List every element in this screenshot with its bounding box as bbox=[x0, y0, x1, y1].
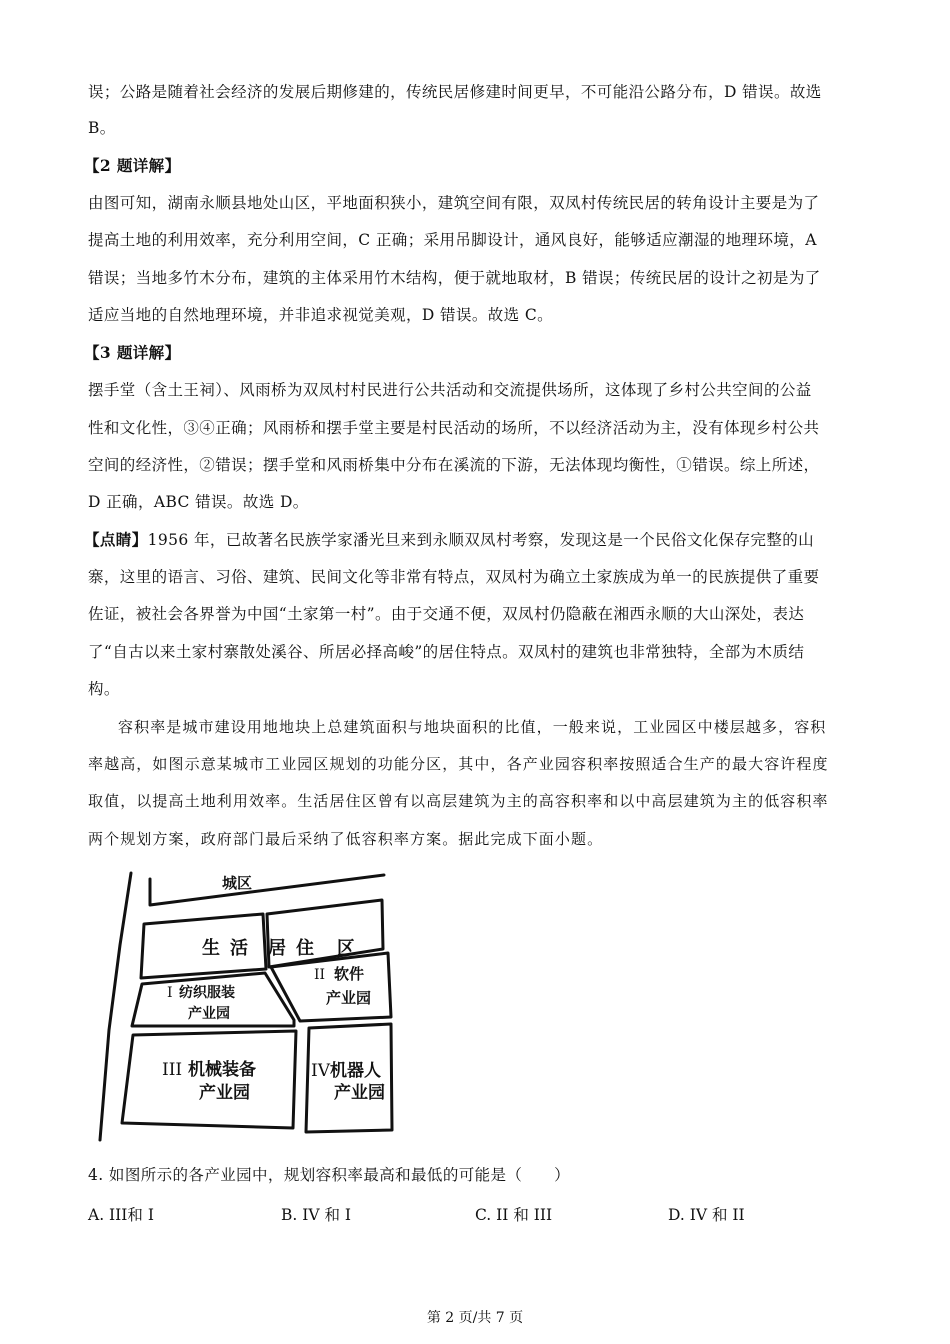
map-label-living: 住 bbox=[296, 938, 314, 959]
text-line: 错误；当地多竹木分布，建筑的主体采用竹木结构，便于就地取材，B 错误；传统民居的设计之初是为了 bbox=[88, 269, 821, 287]
text-line: 提高土地的利用效率，充分利用空间，C 正确；采用吊脚设计，通风良好，能够适应潮湿的地理环境，A bbox=[88, 231, 817, 249]
zone-iv-name-2: 产业园 bbox=[334, 1083, 385, 1103]
zone-ii-roman: II bbox=[314, 967, 326, 983]
text-line: 了“自古以来土家村寨散处溪谷、所居必择高峻”的居住特点。双凤村的建筑也非常独特，全部为木质结 bbox=[88, 643, 805, 661]
option-a[interactable]: A. III和 I bbox=[88, 1206, 154, 1224]
text-line: 误；公路是随着社会经济的发展后期修建的，传统民居修建时间更早，不可能沿公路分布，D 错误。故选 bbox=[88, 83, 822, 101]
text-line: 构。 bbox=[88, 680, 120, 698]
passage-line: 容积率是城市建设用地地块上总建筑面积与地块面积的比值，一般来说，工业园区中楼层越多，容积 bbox=[118, 718, 827, 736]
question-stem: 4. 如图所示的各产业园中，规划容积率最高和最低的可能是（ ） bbox=[88, 1166, 571, 1184]
zone-iv-roman: IV bbox=[311, 1061, 330, 1081]
text-line: 性和文化性，③④正确；风雨桥和摆手堂主要是村民活动的场所，不以经济活动为主，没有体现乡村公共 bbox=[88, 419, 820, 437]
map-label-city: 城区 bbox=[222, 874, 253, 892]
zone-i-name-2: 产业园 bbox=[188, 1006, 230, 1022]
page-footer: 第 2 页/共 7 页 bbox=[426, 1310, 524, 1326]
zone-iii-roman: III bbox=[162, 1060, 183, 1080]
option-b[interactable]: B. IV 和 I bbox=[281, 1206, 352, 1224]
map-label-living: 居 bbox=[268, 938, 286, 959]
zone-ii-name: 软件 bbox=[334, 965, 365, 983]
zone-iii-name: 机械装备 bbox=[188, 1060, 256, 1080]
passage-line: 两个规划方案，政府部门最后采纳了低容积率方案。据此完成下面小题。 bbox=[88, 830, 604, 848]
road-top-edge bbox=[150, 875, 384, 905]
text-line: 适应当地的自然地理环境，并非追求视觉美观，D 错误。故选 C。 bbox=[88, 306, 554, 324]
zone-iii-name-2: 产业园 bbox=[199, 1083, 250, 1103]
zone-ii-name-2: 产业园 bbox=[326, 989, 372, 1007]
text-line bbox=[84, 530, 814, 550]
zone-iv-name: 机器人 bbox=[330, 1061, 381, 1081]
text-line: 空间的经济性，②错误；摆手堂和风雨桥集中分布在溪流的下游，无法体现均衡性，①错误。综上所述， bbox=[88, 456, 820, 474]
industrial-park-map bbox=[80, 860, 400, 1150]
option-d[interactable]: D. IV 和 II bbox=[668, 1206, 745, 1224]
text-line: 摆手堂（含土王祠）、风雨桥为双凤村村民进行公共活动和交流提供场所，这体现了乡村公共空间的公益 bbox=[88, 381, 812, 399]
passage-line: 率越高，如图示意某城市工业园区规划的功能分区，其中，各产业园容积率按照适合生产的最大容许程度 bbox=[88, 755, 829, 773]
text-line: D 正确，ABC 错误。故选 D。 bbox=[88, 493, 309, 511]
passage-line: 取值，以提高土地利用效率。生活居住区曾有以高层建筑为主的高容积率和以中高层建筑为主的低容积率 bbox=[88, 792, 829, 810]
section-heading: 【3 题详解】 bbox=[84, 343, 181, 362]
zone-i-roman: I bbox=[167, 985, 173, 1001]
map-label-living: 生 bbox=[202, 938, 220, 959]
section-heading: 【2 题详解】 bbox=[84, 156, 181, 175]
text-line: 寨，这里的语言、习俗、建筑、民间文化等非常有特点，双凤村为确立土家族成为单一的民族提供了重要 bbox=[88, 568, 820, 586]
zone-i-name: 纺织服装 bbox=[179, 985, 235, 1001]
text-line: B。 bbox=[88, 119, 116, 137]
text-line: 由图可知，湖南永顺县地处山区，平地面积狭小，建筑空间有限，双凤村传统民居的转角设计主要是为了 bbox=[88, 194, 820, 212]
text-line: 佐证，被社会各界誉为中国“土家第一村”。由于交通不便，双凤村仍隐蔽在湘西永顺的大山深处，表达 bbox=[88, 605, 805, 623]
map-label-living: 活 bbox=[230, 938, 248, 959]
dianjing-text: 1956 年，已故著名民族学家潘光旦来到永顺双凤村考察，发现这是一个民俗文化保存完整的山 bbox=[147, 531, 815, 549]
option-c[interactable]: C. II 和 III bbox=[475, 1206, 553, 1224]
map-label-living: 区 bbox=[337, 938, 355, 959]
dianjing-heading: 【点睛】 bbox=[84, 530, 148, 549]
